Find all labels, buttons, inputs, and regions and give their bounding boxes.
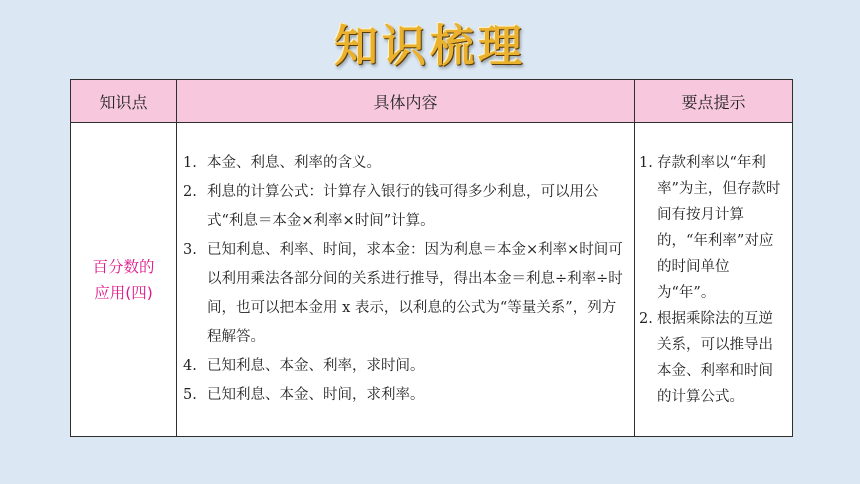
table-row: [71, 123, 793, 437]
content-cell: [177, 123, 635, 437]
content-item-number: 3.: [183, 242, 197, 258]
knowledge-table: [70, 79, 792, 437]
content-item-number: 4.: [183, 358, 197, 374]
content-item-3: [183, 236, 624, 352]
table-header-row: [71, 80, 793, 123]
content-item-5: [183, 381, 624, 410]
tip-item-number: 2.: [639, 310, 653, 327]
content-item-text: 已知利息、本金、时间，求利率。: [207, 387, 425, 403]
knowledge-point-cell: [71, 123, 177, 437]
tip-item-text: 存款利率以“年利率”为主，但存款时间有按月计算的，“年利率”对应的时间单位为“年”。: [657, 154, 781, 301]
tips-list: [639, 150, 786, 410]
content-item-4: [183, 352, 624, 381]
header-specific-content: 具体内容: [177, 80, 635, 123]
tip-item-text: 根据乘除法的互逆关系，可以推导出本金、利率和时间的计算公式。: [657, 310, 773, 405]
content-item-number: 5.: [183, 387, 197, 403]
header-key-tips: 要点提示: [635, 80, 793, 123]
content-item-number: 2.: [183, 184, 197, 200]
content-item-number: 1.: [183, 155, 197, 171]
tip-item-1: [639, 150, 786, 306]
page-title: 知识梳理: [334, 21, 526, 72]
content-item-text: 已知利息、本金、利率，求时间。: [207, 358, 425, 374]
knowledge-point-line-1: 百分数的: [92, 257, 155, 276]
content-item-2: [183, 178, 624, 236]
content-item-text: 本金、利息、利率的含义。: [207, 155, 381, 171]
knowledge-point-line-2: 应用(四): [94, 283, 153, 302]
tips-cell: [635, 123, 793, 437]
content-list: [183, 149, 624, 410]
content-item-1: [183, 149, 624, 178]
header-knowledge-point: 知识点: [71, 80, 177, 123]
tip-item-number: 1.: [639, 154, 653, 171]
tip-item-2: [639, 306, 786, 410]
content-item-text: 利息的计算公式：计算存入银行的钱可得多少利息，可以用公式“利息＝本金×利率×时间”计算。: [207, 184, 599, 229]
content-item-text: 已知利息、利率、时间，求本金：因为利息＝本金×利率×时间可以利用乘法各部分间的关系进行推导，得出本金＝利息÷利率÷时间，也可以把本金用 x 表示，以利息的公式为“等量关系”，列方程解答。: [207, 242, 623, 345]
